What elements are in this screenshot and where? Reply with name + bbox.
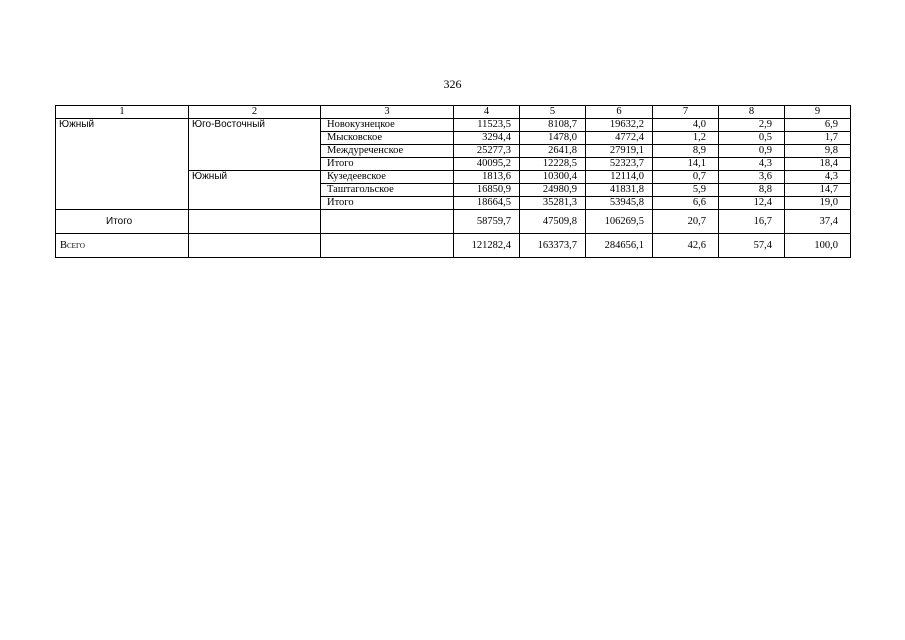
column-number-row (56, 106, 851, 119)
value-cell: 6,6 (653, 197, 719, 210)
region-total-label: Итого (56, 210, 189, 234)
value-cell: 4,3 (719, 158, 785, 171)
value-cell: 18664,5 (454, 197, 520, 210)
value-cell: 0,5 (719, 132, 785, 145)
column-number: 8 (719, 106, 785, 119)
data-table (55, 105, 851, 258)
field-cell: Междуреченское (321, 145, 454, 158)
region-cell: Южный (56, 119, 189, 210)
value-cell: 47509,8 (520, 210, 586, 234)
value-cell: 58759,7 (454, 210, 520, 234)
field-cell: Кузедеевское (321, 171, 454, 184)
value-cell: 163373,7 (520, 234, 586, 258)
value-cell: 6,9 (785, 119, 851, 132)
empty-cell (189, 210, 321, 234)
field-cell: Новокузнецкое (321, 119, 454, 132)
field-cell: Итого (321, 158, 454, 171)
grand-total-label: Всего (56, 234, 189, 258)
column-number: 6 (586, 106, 653, 119)
value-cell: 18,4 (785, 158, 851, 171)
value-cell: 52323,7 (586, 158, 653, 171)
value-cell: 37,4 (785, 210, 851, 234)
value-cell: 9,8 (785, 145, 851, 158)
value-cell: 24980,9 (520, 184, 586, 197)
value-cell: 100,0 (785, 234, 851, 258)
value-cell: 11523,5 (454, 119, 520, 132)
region-total-row (56, 210, 851, 234)
value-cell: 16,7 (719, 210, 785, 234)
value-cell: 4,3 (785, 171, 851, 184)
empty-cell (321, 234, 454, 258)
value-cell: 1,2 (653, 132, 719, 145)
value-cell: 1478,0 (520, 132, 586, 145)
value-cell: 14,1 (653, 158, 719, 171)
value-cell: 1,7 (785, 132, 851, 145)
value-cell: 284656,1 (586, 234, 653, 258)
value-cell: 12228,5 (520, 158, 586, 171)
value-cell: 1813,6 (454, 171, 520, 184)
field-cell: Мысковское (321, 132, 454, 145)
page-number: 326 (443, 77, 462, 91)
value-cell: 106269,5 (586, 210, 653, 234)
field-cell: Итого (321, 197, 454, 210)
value-cell: 41831,8 (586, 184, 653, 197)
value-cell: 35281,3 (520, 197, 586, 210)
column-number: 3 (321, 106, 454, 119)
value-cell: 10300,4 (520, 171, 586, 184)
grand-total-row (56, 234, 851, 258)
value-cell: 57,4 (719, 234, 785, 258)
value-cell: 14,7 (785, 184, 851, 197)
value-cell: 4772,4 (586, 132, 653, 145)
value-cell: 8,9 (653, 145, 719, 158)
value-cell: 2641,8 (520, 145, 586, 158)
column-number: 2 (189, 106, 321, 119)
value-cell: 25277,3 (454, 145, 520, 158)
value-cell: 19,0 (785, 197, 851, 210)
value-cell: 2,9 (719, 119, 785, 132)
empty-cell (321, 210, 454, 234)
value-cell: 12,4 (719, 197, 785, 210)
district-cell: Юго-Восточный (189, 119, 321, 171)
table-row (56, 119, 851, 132)
value-cell: 8,8 (719, 184, 785, 197)
value-cell: 40095,2 (454, 158, 520, 171)
value-cell: 27919,1 (586, 145, 653, 158)
value-cell: 16850,9 (454, 184, 520, 197)
value-cell: 3,6 (719, 171, 785, 184)
value-cell: 121282,4 (454, 234, 520, 258)
value-cell: 5,9 (653, 184, 719, 197)
value-cell: 4,0 (653, 119, 719, 132)
value-cell: 20,7 (653, 210, 719, 234)
value-cell: 12114,0 (586, 171, 653, 184)
column-number: 9 (785, 106, 851, 119)
column-number: 4 (454, 106, 520, 119)
value-cell: 42,6 (653, 234, 719, 258)
value-cell: 19632,2 (586, 119, 653, 132)
value-cell: 0,9 (719, 145, 785, 158)
column-number: 7 (653, 106, 719, 119)
value-cell: 3294,4 (454, 132, 520, 145)
empty-cell (189, 234, 321, 258)
column-number: 5 (520, 106, 586, 119)
value-cell: 8108,7 (520, 119, 586, 132)
district-cell: Южный (189, 171, 321, 210)
value-cell: 53945,8 (586, 197, 653, 210)
field-cell: Таштагольское (321, 184, 454, 197)
value-cell: 0,7 (653, 171, 719, 184)
column-number: 1 (56, 106, 189, 119)
